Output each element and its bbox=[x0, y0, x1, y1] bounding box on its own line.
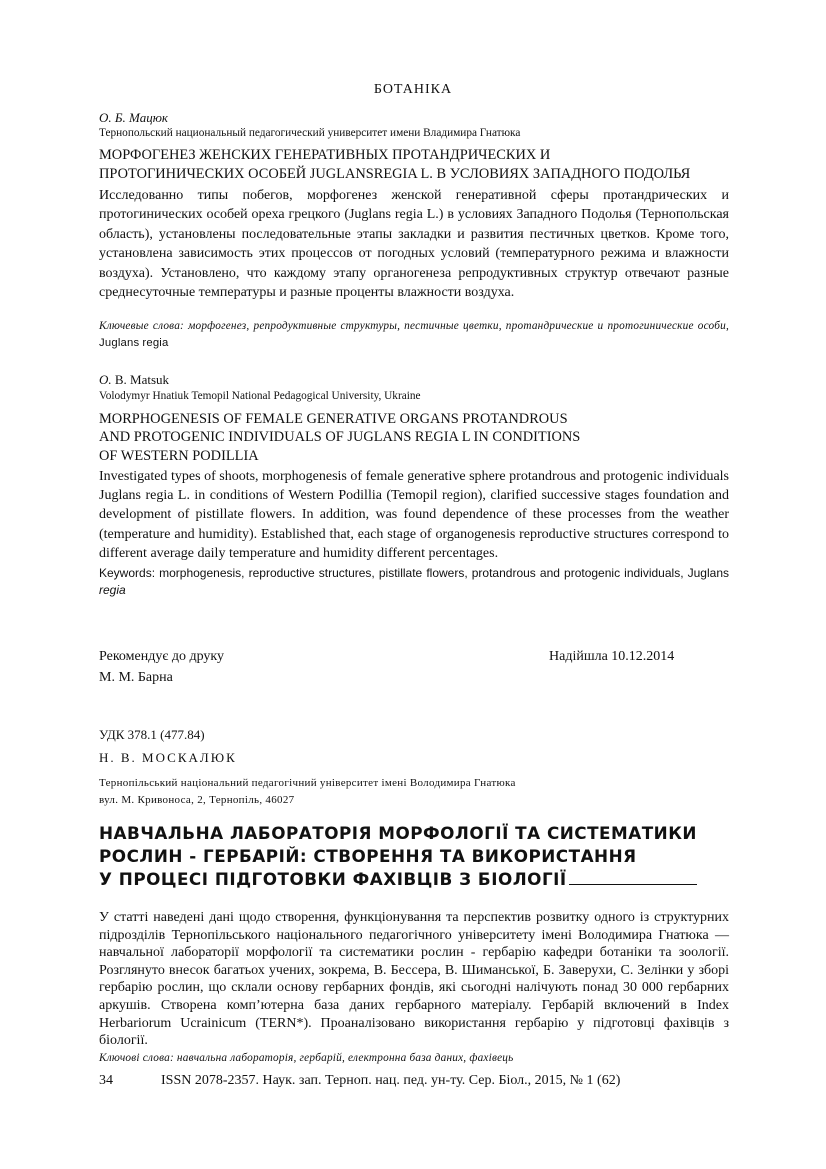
article2-title bbox=[99, 410, 739, 465]
article3-abstract: У статті наведені дані щодо створення, функціонування та перспектив розвитку одного із структурних підрозділів Тернопільського національного педагогічного університету імені Володимира Гнатюка — навчальної лабораторії морфології та систематики рослин - гербарію кафедри ботаніки та зоології. Розглянуто внесок багатьох учених, зокрема, В. Бессера, В. Шиманської, Б. Заверухи, С. Зелінки у зборі гербарію рослин, що склали основу гербарних фондів, які сьогодні налічують понад 30 000 гербарних аркушів. Створена комп’ютерна база даних гербарного матеріалу. Гербарій включений в Index Herbariorum Ucrainicum (TERN*). Проаналізовано використання гербарію у підготовці фахівців з біології. bbox=[99, 910, 729, 1049]
article1-abstract: Исследованно типы побегов, морфогенез женской генеративной сферы протандрических и протогинических особей ореха грецкого (Juglans regia L.) в условиях Западного Подолья (Тернопольская область), установлены последовательные этапы закладки и развития пестичных цветков. Кроме того, установлена зависимость этих процессов от погодных условий (температурного режима и влажности воздуха). Установлено, что каждому этапу органогенеза репродуктивных структур отвечают разные среднесуточные температуры и разные проценты влажности воздуха. bbox=[99, 188, 729, 301]
author-name: В. Matsuk bbox=[114, 372, 170, 387]
author-initial: О. bbox=[99, 372, 112, 387]
title-underline bbox=[569, 869, 697, 885]
article2-title-line: AND PROTOGENIC INDIVIDUALS OF JUGLANS REGIA L IN CONDITIONS bbox=[99, 429, 581, 446]
page-number: 34 bbox=[99, 1073, 113, 1088]
article1-title bbox=[99, 146, 739, 183]
article3-title bbox=[99, 822, 759, 891]
title-text: У ПРОЦЕСІ ПІДГОТОВКИ ФАХІВЦІВ З БІОЛОГІЇ bbox=[99, 869, 567, 889]
keywords-text: морфогенез, репродуктивные структуры, пестичные цветки, протандрические и протогинические особи, bbox=[188, 320, 729, 332]
udk-code: УДК 378.1 (477.84) bbox=[99, 727, 205, 742]
article3-title-line bbox=[99, 868, 759, 891]
article2-title-line: MORPHOGENESIS OF FEMALE GENERATIVE ORGANS PROTANDROUS bbox=[99, 411, 568, 427]
article1-title-line: МОРФОГЕНЕЗ ЖЕНСКИХ ГЕНЕРАТИВНЫХ ПРОТАНДРИЧЕСКИХ И bbox=[99, 147, 551, 163]
keywords-species: regia bbox=[142, 337, 169, 349]
article2-abstract: Investigated types of shoots, morphogenesis of female generative sphere protandrous and protogenic individuals Juglans regia L. in conditions of Western Podillia (Temopil region), clarified successive stages foundation and development of pistillate flowers. In addition, was found dependence of these processes from the weather (temperature and humidity). Established that, each stage of organogenesis reproductive structures correspond to different average daily temperature and humidity different percentages. bbox=[99, 469, 729, 561]
received-date: Надійшла 10.12.2014 bbox=[549, 649, 675, 664]
article3-keywords: Ключові слова: навчальна лабораторія, гербарій, електронна база даних, фахівець bbox=[99, 1052, 514, 1064]
article2-author bbox=[99, 372, 169, 388]
article3-affiliation bbox=[99, 775, 516, 809]
keywords-species: regia bbox=[99, 583, 126, 597]
article1-author: О. Б. Мацюк bbox=[99, 110, 168, 125]
recommender-name: М. М. Барна bbox=[99, 670, 173, 685]
article2-keywords bbox=[99, 565, 729, 599]
keywords-label: Ключевые слова: bbox=[99, 320, 185, 332]
journal-citation: ISSN 2078-2357. Наук. зап. Терноп. нац. пед. ун-ту. Сер. Біол., 2015, № 1 (62) bbox=[161, 1073, 621, 1088]
article3-author: Н. В. МОСКАЛЮК bbox=[99, 750, 237, 765]
article2-affiliation: Volodymyr Hnatiuk Temopil National Pedagogical University, Ukraine bbox=[99, 390, 421, 402]
keywords-text: Keywords: morphogenesis, reproductive structures, pistillate flowers, protandrous and protogenic individuals, Juglans bbox=[99, 566, 729, 580]
article1-title-line: ПРОТОГИНИЧЕСКИХ ОСОБЕЙ JUGLANSREGIA L. В УСЛОВИЯХ ЗАПАДНОГО ПОДОЛЬЯ bbox=[99, 165, 691, 182]
address-line: вул. М. Кривоноса, 2, Тернопіль, 46027 bbox=[99, 794, 295, 806]
section-heading: БОТАНІКА bbox=[373, 82, 453, 97]
article3-title-line: РОСЛИН - ГЕРБАРІЙ: СТВОРЕННЯ ТА ВИКОРИСТАННЯ bbox=[99, 846, 637, 866]
article2-title-line: OF WESTERN PODILLIA bbox=[99, 447, 259, 464]
article1-keywords bbox=[99, 318, 729, 352]
article3-title-line: НАВЧАЛЬНА ЛАБОРАТОРІЯ МОРФОЛОГІЇ ТА СИСТЕМАТИКИ bbox=[99, 823, 697, 843]
recommendation-label: Рекомендує до друку bbox=[99, 649, 225, 664]
article1-affiliation: Тернопольский национальный педагогический университет имени Владимира Гнатюка bbox=[99, 127, 521, 139]
keywords-genus: Juglans bbox=[99, 337, 140, 349]
affiliation-line: Тернопільський національний педагогічний університет імені Володимира Гнатюка bbox=[99, 777, 516, 789]
